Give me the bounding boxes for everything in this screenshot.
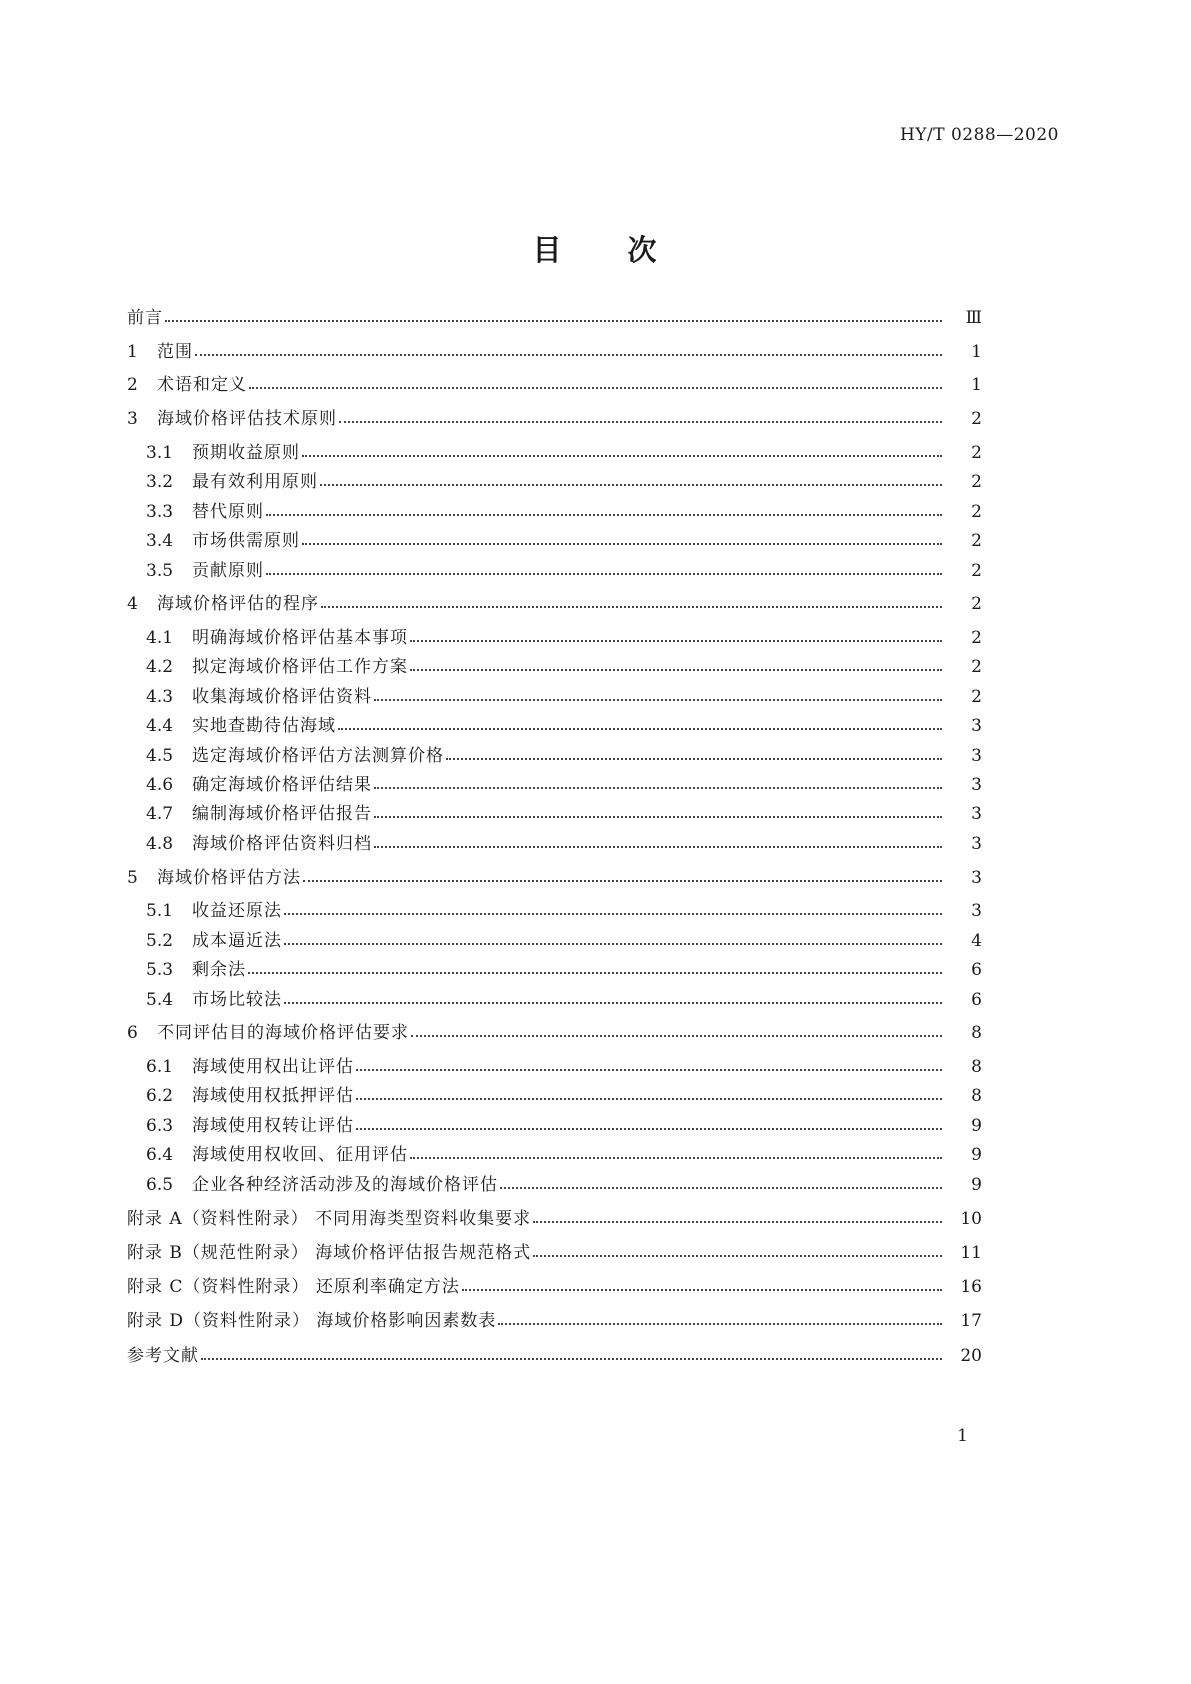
- toc-entry-page: 3: [971, 716, 982, 736]
- toc-entry-number: 4: [127, 594, 138, 614]
- toc-entry-label: 企业各种经济活动涉及的海域价格评估: [192, 1175, 498, 1195]
- toc-entry-label: 附录 D（资料性附录） 海域价格影响因素数表: [127, 1311, 497, 1331]
- toc-leader: [446, 758, 942, 760]
- toc-entry-page: 3: [971, 901, 982, 921]
- toc-entry[interactable]: [127, 339, 982, 365]
- toc-leader: [533, 1221, 942, 1223]
- toc-entry-label: 成本逼近法: [192, 931, 282, 951]
- toc-entry-number: 5.4: [146, 990, 174, 1010]
- toc-entry[interactable]: [146, 898, 982, 924]
- toc-entry-number: 6.2: [146, 1086, 174, 1106]
- toc-entry-label: 不同评估目的海域价格评估要求: [157, 1023, 409, 1043]
- toc-entry-page: 11: [960, 1243, 982, 1263]
- toc-entry-number: 6: [127, 1023, 138, 1043]
- toc-entry-label: 海域使用权收回、征用评估: [192, 1145, 408, 1165]
- toc-entry-label: 海域价格评估资料归档: [192, 834, 372, 854]
- toc-entry[interactable]: [127, 1274, 982, 1300]
- toc-entry[interactable]: [146, 499, 982, 525]
- toc-entry-page: 20: [960, 1346, 982, 1366]
- toc-entry-page: Ⅲ: [965, 308, 982, 328]
- toc-entry[interactable]: [146, 1172, 982, 1198]
- toc-entry-number: 3.2: [146, 472, 174, 492]
- toc-entry-page: 2: [971, 531, 982, 551]
- toc-entry-number: 1: [127, 342, 138, 362]
- toc-leader: [374, 699, 942, 701]
- toc-leader: [410, 1157, 942, 1159]
- toc-leader: [320, 484, 942, 486]
- toc-entry-page: 3: [971, 746, 982, 766]
- toc-entry[interactable]: [127, 1308, 982, 1334]
- toc-entry-page: 2: [971, 561, 982, 581]
- toc-entry-label: 贡献原则: [192, 561, 264, 581]
- toc-leader: [533, 1255, 942, 1257]
- toc-entry-label: 范围: [157, 342, 193, 362]
- toc-entry-number: 4.2: [146, 657, 174, 677]
- toc-entry-number: 4.1: [146, 628, 174, 648]
- toc-entry[interactable]: [127, 1240, 982, 1266]
- toc-entry-label: 确定海域价格评估结果: [192, 775, 372, 795]
- toc-entry[interactable]: [146, 558, 982, 584]
- toc-entry-page: 8: [971, 1023, 982, 1043]
- toc-entry-label: 附录 A（资料性附录） 不同用海类型资料收集要求: [127, 1209, 532, 1229]
- toc-leader: [266, 514, 942, 516]
- toc-entry[interactable]: [146, 654, 982, 680]
- toc-entry[interactable]: [127, 865, 982, 891]
- toc-leader: [374, 787, 942, 789]
- toc-entry-number: 5: [127, 868, 138, 888]
- toc-entry-page: 8: [971, 1086, 982, 1106]
- toc-entry-page: 2: [971, 409, 982, 429]
- toc-entry-label: 收集海域价格评估资料: [192, 687, 372, 707]
- toc-leader: [339, 421, 942, 423]
- toc-leader: [195, 354, 942, 356]
- toc-entry[interactable]: [127, 1020, 982, 1046]
- toc-entry-number: 4.7: [146, 804, 174, 824]
- standard-code: HY/T 0288—2020: [899, 125, 1059, 145]
- toc-entry-label: 编制海域价格评估报告: [192, 804, 372, 824]
- toc-entry-number: 3.1: [146, 443, 174, 463]
- toc-entry[interactable]: [146, 957, 982, 983]
- toc-leader: [462, 1289, 942, 1291]
- toc-leader: [284, 943, 942, 945]
- toc-entry-label: 附录 B（规范性附录） 海域价格评估报告规范格式: [127, 1243, 532, 1263]
- toc-entry-page: 3: [971, 834, 982, 854]
- toc-entry-label: 海域使用权出让评估: [192, 1057, 354, 1077]
- toc-entry-page: 17: [960, 1311, 982, 1331]
- toc-entry[interactable]: [146, 928, 982, 954]
- toc-entry-number: 5.1: [146, 901, 174, 921]
- toc-entry[interactable]: [127, 372, 982, 398]
- toc-entry-page: 1: [971, 342, 982, 362]
- toc-leader: [302, 543, 942, 545]
- toc-entry-label: 收益还原法: [192, 901, 282, 921]
- toc-leader: [356, 1128, 942, 1130]
- toc-entry-label: 附录 C（资料性附录） 还原利率确定方法: [127, 1277, 460, 1297]
- toc-entry[interactable]: [127, 591, 982, 617]
- toc-entry-label: 市场供需原则: [192, 531, 300, 551]
- toc-entry-number: 4.8: [146, 834, 174, 854]
- toc-entry-page: 9: [971, 1116, 982, 1136]
- toc-leader: [201, 1358, 942, 1360]
- toc-leader: [266, 573, 942, 575]
- toc-entry-page: 3: [971, 868, 982, 888]
- toc-leader: [165, 320, 942, 322]
- toc-entry-page: 2: [971, 443, 982, 463]
- toc-leader: [374, 816, 942, 818]
- toc-entry-number: 2: [127, 375, 138, 395]
- toc-entry-number: 4.5: [146, 746, 174, 766]
- toc-entry-number: 4.6: [146, 775, 174, 795]
- toc-entry-page: 3: [971, 775, 982, 795]
- title-char: 目: [532, 233, 564, 267]
- toc-entry-number: 6.3: [146, 1116, 174, 1136]
- toc-entry[interactable]: [146, 801, 982, 827]
- title-char: 次: [627, 233, 659, 267]
- toc-entry-label: 实地查勘待估海域: [192, 716, 336, 736]
- toc-entry[interactable]: [127, 305, 982, 331]
- toc-entry[interactable]: [127, 1206, 982, 1232]
- toc-entry-number: 6.4: [146, 1145, 174, 1165]
- toc-entry-number: 6.5: [146, 1175, 174, 1195]
- toc-entry-number: 4.4: [146, 716, 174, 736]
- toc-entry-page: 10: [960, 1209, 982, 1229]
- toc-leader: [500, 1187, 942, 1189]
- toc-entry-label: 海域价格评估技术原则: [157, 409, 337, 429]
- toc-leader: [284, 1002, 942, 1004]
- toc-entry-number: 5.2: [146, 931, 174, 951]
- toc-entry-label: 术语和定义: [157, 375, 247, 395]
- toc-leader: [356, 1098, 942, 1100]
- toc-entry[interactable]: [146, 1054, 982, 1080]
- toc-leader: [498, 1323, 942, 1325]
- toc-entry[interactable]: [146, 743, 982, 769]
- toc-entry[interactable]: [146, 528, 982, 554]
- toc-entry-page: 9: [971, 1175, 982, 1195]
- toc-entry[interactable]: [146, 713, 982, 739]
- toc-entry[interactable]: [146, 440, 982, 466]
- toc-entry-page: 2: [971, 687, 982, 707]
- toc-entry[interactable]: [146, 1142, 982, 1168]
- toc-leader: [249, 387, 942, 389]
- toc-entry-label: 海域使用权抵押评估: [192, 1086, 354, 1106]
- toc-leader: [321, 606, 942, 608]
- toc-entry-number: 5.3: [146, 960, 174, 980]
- toc-entry[interactable]: [146, 831, 982, 857]
- toc-entry-page: 2: [971, 628, 982, 648]
- toc-leader: [303, 880, 942, 882]
- toc-entry-page: 3: [971, 804, 982, 824]
- toc-entry[interactable]: [146, 1083, 982, 1109]
- toc-entry-label: 剩余法: [192, 960, 246, 980]
- toc-leader: [374, 846, 942, 848]
- toc-entry[interactable]: [146, 684, 982, 710]
- toc-entry-label: 最有效利用原则: [192, 472, 318, 492]
- toc-leader: [338, 728, 942, 730]
- toc-entry[interactable]: [146, 1113, 982, 1139]
- toc-entry-page: 2: [971, 502, 982, 522]
- toc-entry-page: 2: [971, 594, 982, 614]
- toc-entry-number: 4.3: [146, 687, 174, 707]
- toc-entry[interactable]: [127, 406, 982, 432]
- toc-leader: [410, 640, 942, 642]
- toc-entry-page: 9: [971, 1145, 982, 1165]
- toc-entry-label: 市场比较法: [192, 990, 282, 1010]
- toc-entry[interactable]: [146, 772, 982, 798]
- toc-entry-label: 海域使用权转让评估: [192, 1116, 354, 1136]
- toc-entry-label: 选定海域价格评估方法测算价格: [192, 746, 444, 766]
- toc-leader: [302, 455, 942, 457]
- toc-entry-number: 3.4: [146, 531, 174, 551]
- toc-leader: [356, 1069, 942, 1071]
- toc-entry-page: 2: [971, 657, 982, 677]
- toc-entry-label: 参考文献: [127, 1346, 199, 1366]
- toc-entry-label: 前言: [127, 308, 163, 328]
- page-number: 1: [957, 1426, 968, 1446]
- toc-entry-page: 6: [971, 960, 982, 980]
- toc-entry-label: 明确海域价格评估基本事项: [192, 628, 408, 648]
- toc-entry-number: 3.5: [146, 561, 174, 581]
- toc-entry-label: 海域价格评估方法: [157, 868, 301, 888]
- toc-leader: [248, 972, 942, 974]
- toc-entry-page: 16: [960, 1277, 982, 1297]
- toc-entry[interactable]: [146, 987, 982, 1013]
- toc-entry-number: 3.3: [146, 502, 174, 522]
- toc-entry-label: 拟定海域价格评估工作方案: [192, 657, 408, 677]
- toc-leader: [410, 669, 942, 671]
- toc-entry-page: 2: [971, 472, 982, 492]
- toc-entry-page: 6: [971, 990, 982, 1010]
- toc-entry-label: 替代原则: [192, 502, 264, 522]
- toc-leader: [284, 913, 942, 915]
- toc-entry[interactable]: [127, 1343, 982, 1369]
- toc-entry-label: 海域价格评估的程序: [157, 594, 319, 614]
- toc-entry-label: 预期收益原则: [192, 443, 300, 463]
- toc-entry-page: 1: [971, 375, 982, 395]
- toc-entry-number: 6.1: [146, 1057, 174, 1077]
- toc-entry[interactable]: [146, 625, 982, 651]
- toc-leader: [411, 1035, 942, 1037]
- toc-entry-page: 4: [971, 931, 982, 951]
- toc-entry-number: 3: [127, 409, 138, 429]
- toc-entry-page: 8: [971, 1057, 982, 1077]
- toc-entry[interactable]: [146, 469, 982, 495]
